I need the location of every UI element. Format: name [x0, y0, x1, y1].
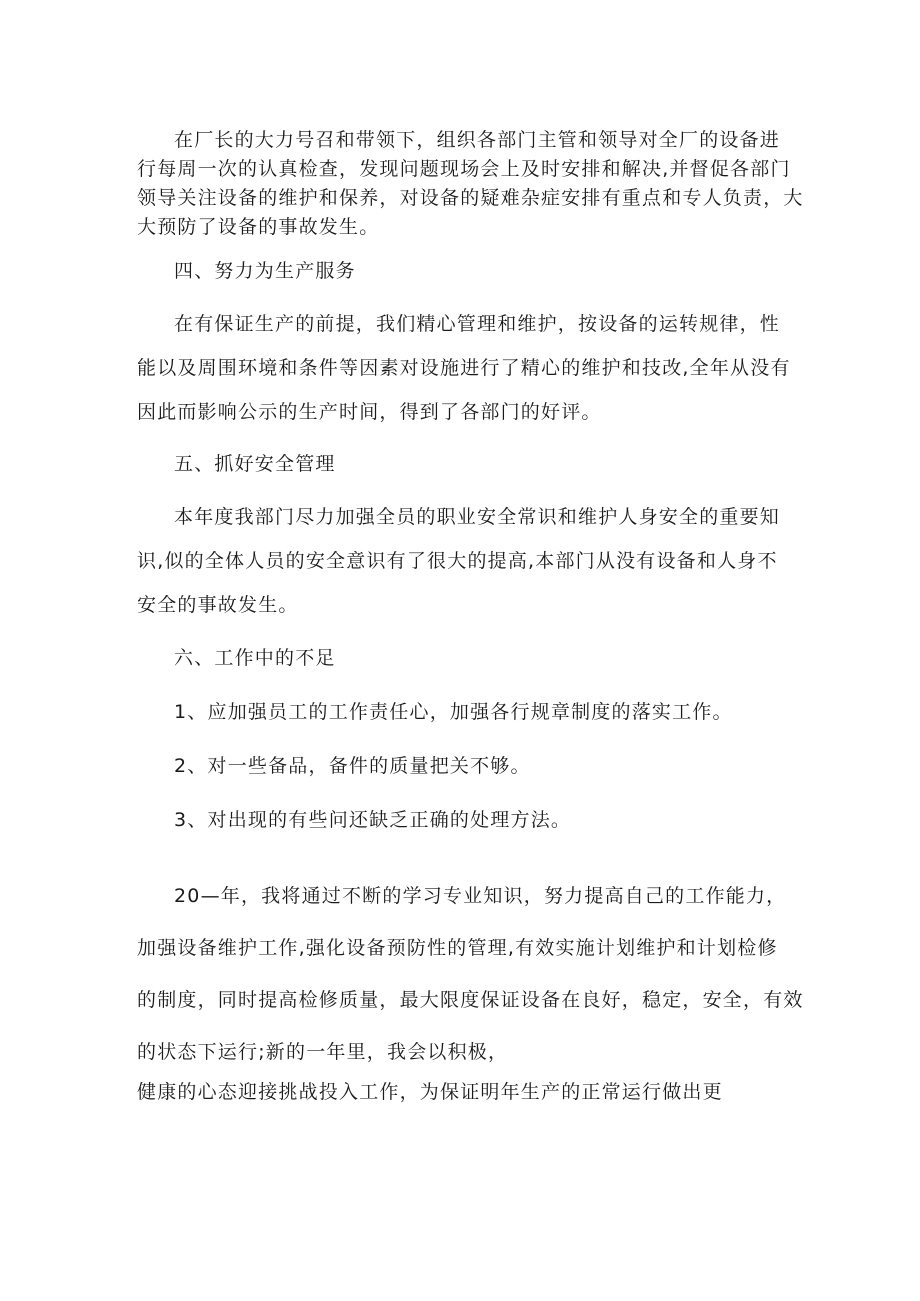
section-heading-safety-management: 五、抓好安全管理: [174, 453, 336, 475]
list-item: 1、应加强员工的工作责任心，加强各行规章制度的落实工作。: [174, 701, 733, 723]
list-item: 3、对出现的有些问还缺乏正确的处理方法。: [174, 809, 572, 831]
text-line: 在厂长的大力号召和带领下，组织各部门主管和领导对全厂的设备进: [174, 129, 781, 151]
text-line: 大预防了设备的事故发生。: [137, 216, 380, 238]
paragraph-production-service: [137, 302, 792, 434]
text-line: 领导关注设备的维护和保养，对设备的疑难杂症安排有重点和专人负责，大: [137, 187, 804, 209]
text-line: 能以及周围环境和条件等因素对设施进行了精心的维护和技改,全年从没有: [137, 357, 791, 379]
text-line: 因此而影响公示的生产时间，得到了各部门的好评。: [137, 401, 602, 423]
text-line: 行每周一次的认真检查，发现问题现场会上及时安排和解决,并督促各部门: [137, 158, 791, 180]
text-line: 识,似的全体人员的安全意识有了很大的提高,本部门从没有设备和人身不: [137, 550, 778, 572]
text-line: 的制度，同时提高检修质量，最大限度保证设备在良好，稳定，安全，有效: [137, 989, 804, 1011]
paragraph-equipment-inspection: [137, 126, 804, 242]
text-line: 本年度我部门尽力加强全员的职业安全常识和维护人身安全的重要知: [174, 506, 781, 528]
paragraph-safety-management: [137, 495, 792, 627]
list-item: 2、对一些备品，备件的质量把关不够。: [174, 755, 531, 777]
text-line: 在有保证生产的前提，我们精心管理和维护，按设备的运转规律，性: [174, 313, 781, 335]
text-line: 加强设备维护工作,强化设备预防性的管理,有效实施计划维护和计划检修: [137, 937, 778, 959]
section-heading-production-service: 四、努力为生产服务: [174, 260, 356, 282]
paragraph-next-year-plan: [137, 870, 804, 1078]
text-line: 安全的事故发生。: [137, 594, 299, 616]
section-heading-shortcomings: 六、工作中的不足: [174, 647, 336, 669]
text-line: 20—年，我将通过不断的学习专业知识，努力提高自己的工作能力，: [174, 885, 787, 907]
text-line: 的状态下运行;新的一年里，我会以积极，: [137, 1041, 509, 1063]
paragraph-closing: 健康的心态迎接挑战投入工作，为保证明年生产的正常运行做出更: [137, 1081, 723, 1103]
